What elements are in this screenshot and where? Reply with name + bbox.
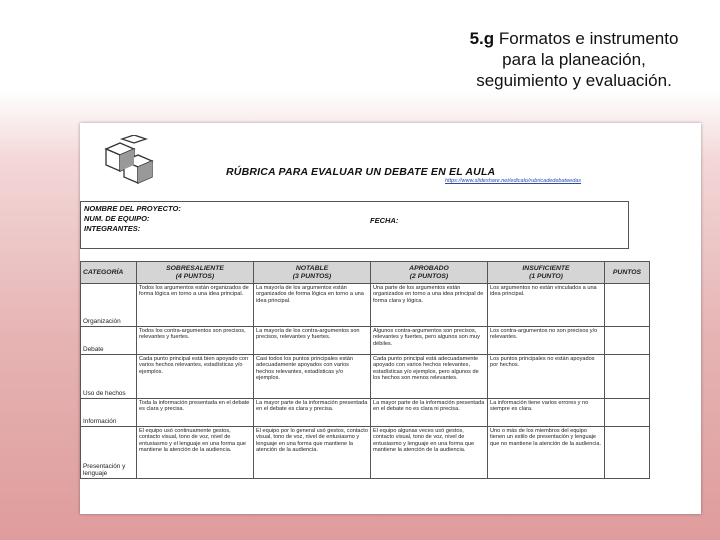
document-title: RÚBRICA PARA EVALUAR UN DEBATE EN EL AULA: [226, 166, 496, 178]
table-cell: La información tiene varios errores y no siempre es clara.: [488, 399, 605, 427]
table-cell: Casi todos los puntos principales están adecuadamente apoyados con varios hechos relevantes, estadísticas y/o ejemplos.: [254, 355, 371, 399]
source-url[interactable]: https://www.slideshare.net/edicalo/rubricadedebateedas: [445, 178, 582, 184]
table-row: [81, 399, 650, 427]
table-header-row: [81, 262, 650, 284]
row-category: Organización: [81, 284, 137, 327]
slide-title-line-3: seguimiento y evaluación.: [476, 71, 672, 90]
table-cell: Toda la información presentada en el debate es clara y precisa.: [137, 399, 254, 427]
header-points: PUNTOS: [605, 262, 650, 284]
table-cell: Los argumentos no están vinculados a una idea principal.: [488, 284, 605, 327]
points-cell[interactable]: [605, 427, 650, 479]
points-cell[interactable]: [605, 327, 650, 355]
members-label: INTEGRANTES:: [84, 224, 141, 233]
rubric-table: [80, 261, 650, 479]
table-cell: Una parte de los argumentos están organizados en torno a una idea principal de forma clara y lógica.: [371, 284, 488, 327]
points-cell[interactable]: [605, 399, 650, 427]
row-category: Información: [81, 399, 137, 427]
header-approved: APROBADO (2 PUNTOS): [371, 262, 488, 284]
table-row: [81, 284, 650, 327]
header-outstanding: SOBRESALIENTE (4 PUNTOS): [137, 262, 254, 284]
project-info-box: [80, 201, 629, 249]
table-cell: Los puntos principales no están apoyados por hechos.: [488, 355, 605, 399]
rubric-document: [80, 123, 701, 514]
table-cell: El equipo usó continuamente gestos, contacto visual, tono de voz, nivel de entusiasmo y el lenguaje en una forma que mantiene la atención de la audiencia.: [137, 427, 254, 479]
table-cell: Cada punto principal está adecuadamente apoyado con varios hechos relevantes, estadísticas y/o ejemplos, pero algunos de los hechos son menos relevantes.: [371, 355, 488, 399]
table-row: [81, 355, 650, 399]
table-cell: El equipo algunas veces usó gestos, contacto visual, tono de voz, nivel de entusiasmo y lenguaje en una forma que mantiene la atención de la audiencia.: [371, 427, 488, 479]
table-cell: Todos los contra-argumentos son precisos, relevantes y fuertes.: [137, 327, 254, 355]
table-cell: La mayor parte de la información presentada en el debate no es clara ni precisa.: [371, 399, 488, 427]
date-label: FECHA:: [370, 216, 399, 225]
table-cell: La mayor parte de la información presentada en el debate es clara y precisa.: [254, 399, 371, 427]
row-category: Debate: [81, 327, 137, 355]
slide-title-line-1: Formatos e instrumento: [498, 29, 679, 48]
cube-logo-icon: [100, 135, 156, 185]
table-cell: Uno o más de los miembros del equipo tienen un estilo de presentación y lenguaje que no mantiene la atención de la audiencia.: [488, 427, 605, 479]
table-cell: Cada punto principal está bien apoyado con varios hechos relevantes, estadísticas y/o ejemplos.: [137, 355, 254, 399]
table-row: [81, 327, 650, 355]
slide-title-line-2: para la planeación,: [502, 50, 646, 69]
table-cell: Todos los argumentos están organizados de forma lógica en torno a una idea principal.: [137, 284, 254, 327]
table-cell: La mayoría de los argumentos están organizados de forma lógica en torno a una idea principal.: [254, 284, 371, 327]
points-cell[interactable]: [605, 355, 650, 399]
points-cell[interactable]: [605, 284, 650, 327]
slide-title: [454, 28, 694, 91]
header-insufficient: INSUFICIENTE (1 PUNTO): [488, 262, 605, 284]
table-cell: El equipo por lo general usó gestos, contacto visual, tono de voz, nivel de entusiasmo y lenguaje en una forma que mantiene la atención de la audiencia.: [254, 427, 371, 479]
project-name-label: NOMBRE DEL PROYECTO:: [84, 204, 181, 213]
table-cell: La mayoría de los contra-argumentos son precisos, relevantes y fuertes.: [254, 327, 371, 355]
table-cell: Algunos contra-argumentos son precisos, relevantes y fuertes, pero algunos son muy débiles.: [371, 327, 488, 355]
row-category: Uso de hechos: [81, 355, 137, 399]
header-notable: NOTABLE (3 PUNTOS): [254, 262, 371, 284]
row-category: Presentación y lenguaje: [81, 427, 137, 479]
team-number-label: NUM. DE EQUIPO:: [84, 214, 150, 223]
table-row: [81, 427, 650, 479]
header-category: CATEGORÍA: [81, 262, 137, 284]
slide-number: 5.g: [469, 29, 495, 48]
table-cell: Los contra-argumentos no son precisos y/o relevantes.: [488, 327, 605, 355]
